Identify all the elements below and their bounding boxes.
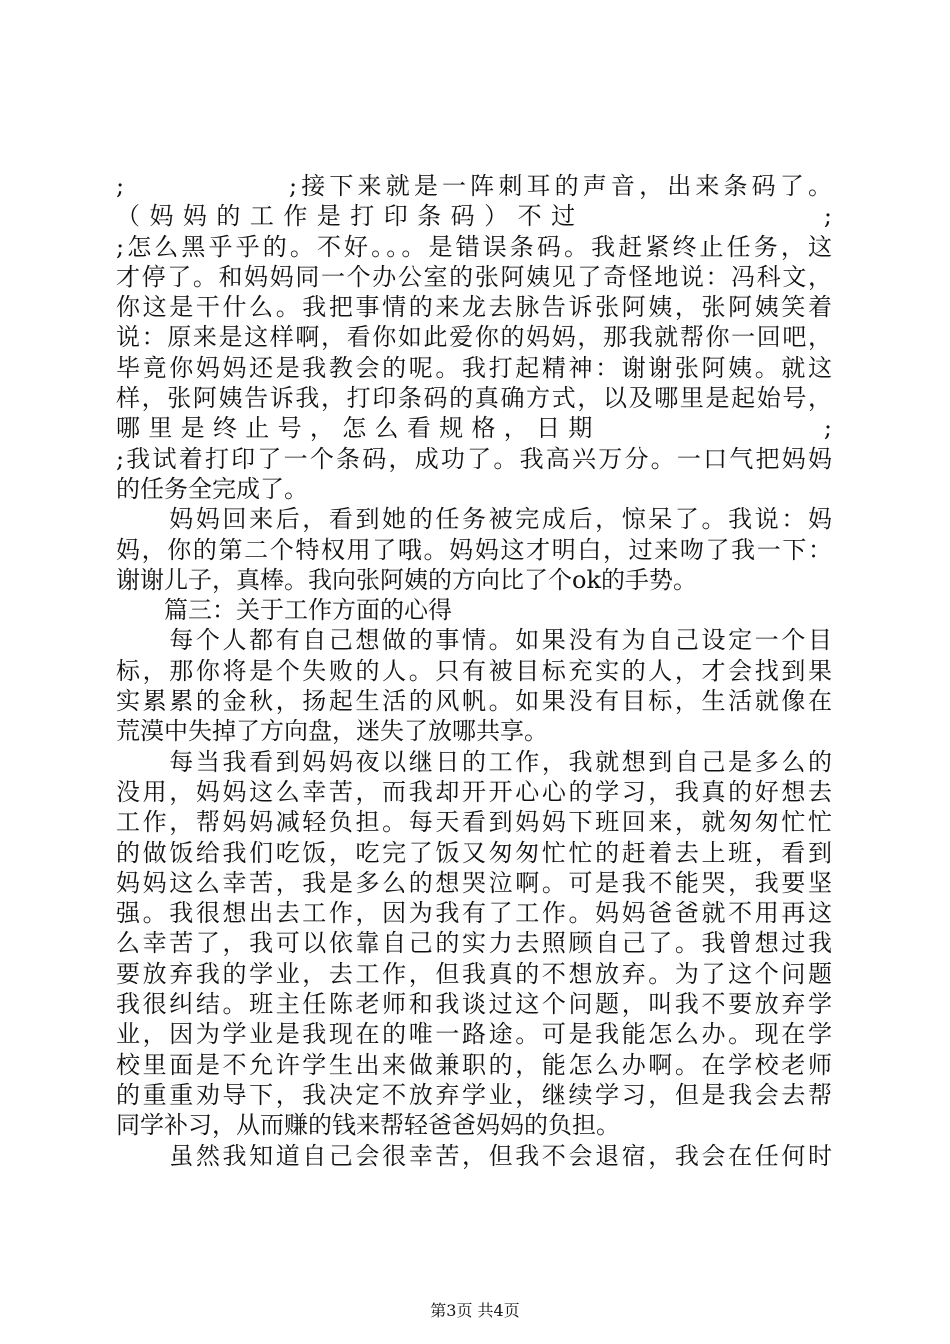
text-line: 虽然我知道自己会很幸苦，但我不会退宿，我会在任何时 [116,1141,832,1170]
text-line: ;我试着打印了一个条码，成功了。我高兴万分。一口气把妈妈 [116,444,832,473]
text-line: 每个人都有自己想做的事情。如果没有为自己设定一个目 [116,626,832,655]
text-line: 的重重劝导下，我决定不放弃学业，继续学习，但是我会去帮 [116,1080,832,1109]
text-line: 我很纠结。班主任陈老师和我谈过这个问题，叫我不要放弃学 [116,990,832,1019]
text-line: 的做饭给我们吃饭，吃完了饭又匆匆忙忙的赶着去上班，看到 [116,838,832,867]
text-line: 么幸苦了，我可以依靠自己的实力去照顾自己了。我曾想过我 [116,929,832,958]
page-footer: 第3页 共4页 [430,1301,520,1320]
text-line: 标，那你将是个失败的人。只有被目标充实的人，才会找到果 [116,656,832,685]
text-line: 你这是干什么。我把事情的来龙去脉告诉张阿姨，张阿姨笑着 [116,293,832,322]
text-line: 要放弃我的学业，去工作，但我真的不想放弃。为了这个问题 [116,959,832,988]
text-line: 妈，你的第二个特权用了哦。妈妈这才明白，过来吻了我一下： [116,535,832,564]
text-line: 样，张阿姨告诉我，打印条码的真确方式，以及哪里是起始号， [116,384,832,413]
text-line: 荒漠中失掉了方向盘，迷失了放哪共享。 [116,717,548,746]
document-body [116,171,832,1171]
text-line: 同学补习，从而赚的钱来帮轻爸爸妈妈的负担。 [116,1111,620,1140]
text-line: ;怎么黑乎乎的。不好。。。是错误条码。我赶紧终止任务，这 [116,232,832,261]
text-line: 实累累的金秋，扬起生活的风帆。如果没有目标，生活就像在 [116,687,832,716]
text-line: 强。我很想出去工作，因为我有了工作。妈妈爸爸就不用再这 [116,899,832,928]
text-line: 每当我看到妈妈夜以继日的工作，我就想到自己是多么的 [116,747,832,776]
text-line: 毕竟你妈妈还是我教会的呢。我打起精神：谢谢张阿姨。就这 [116,353,832,382]
text-line: 篇三：关于工作方面的心得 [116,596,452,625]
text-line: 业，因为学业是我现在的唯一路途。可是我能怎么办。现在学 [116,1020,832,1049]
text-line: 工作，帮妈妈减轻负担。每天看到妈妈下班回来，就匆匆忙忙 [116,808,832,837]
text-line: 校里面是不允许学生出来做兼职的，能怎么办啊。在学校老师 [116,1050,832,1079]
text-line: （妈妈的工作是打印条码）不过 ; [116,202,832,231]
text-line: 才停了。和妈妈同一个办公室的张阿姨见了奇怪地说：冯科文， [116,262,832,291]
text-line: 的任务全完成了。 [116,474,308,503]
text-line: 妈妈回来后，看到她的任务被完成后，惊呆了。我说：妈 [116,505,832,534]
text-line: ; ;接下来就是一阵刺耳的声音，出来条码了。 [116,172,832,200]
text-line: 没用，妈妈这么幸苦，而我却开开心心的学习，我真的好想去 [116,777,832,806]
text-line: 说：原来是这样啊，看你如此爱你的妈妈，那我就帮你一回吧， [116,323,832,352]
text-line: 谢谢儿子，真棒。我向张阿姨的方向比了个ok的手势。 [116,565,697,594]
text-line: 哪里是终止号，怎么看规格，日期 ; [116,414,832,443]
text-line: 妈妈这么幸苦，我是多么的想哭泣啊。可是我不能哭，我要坚 [116,868,832,897]
